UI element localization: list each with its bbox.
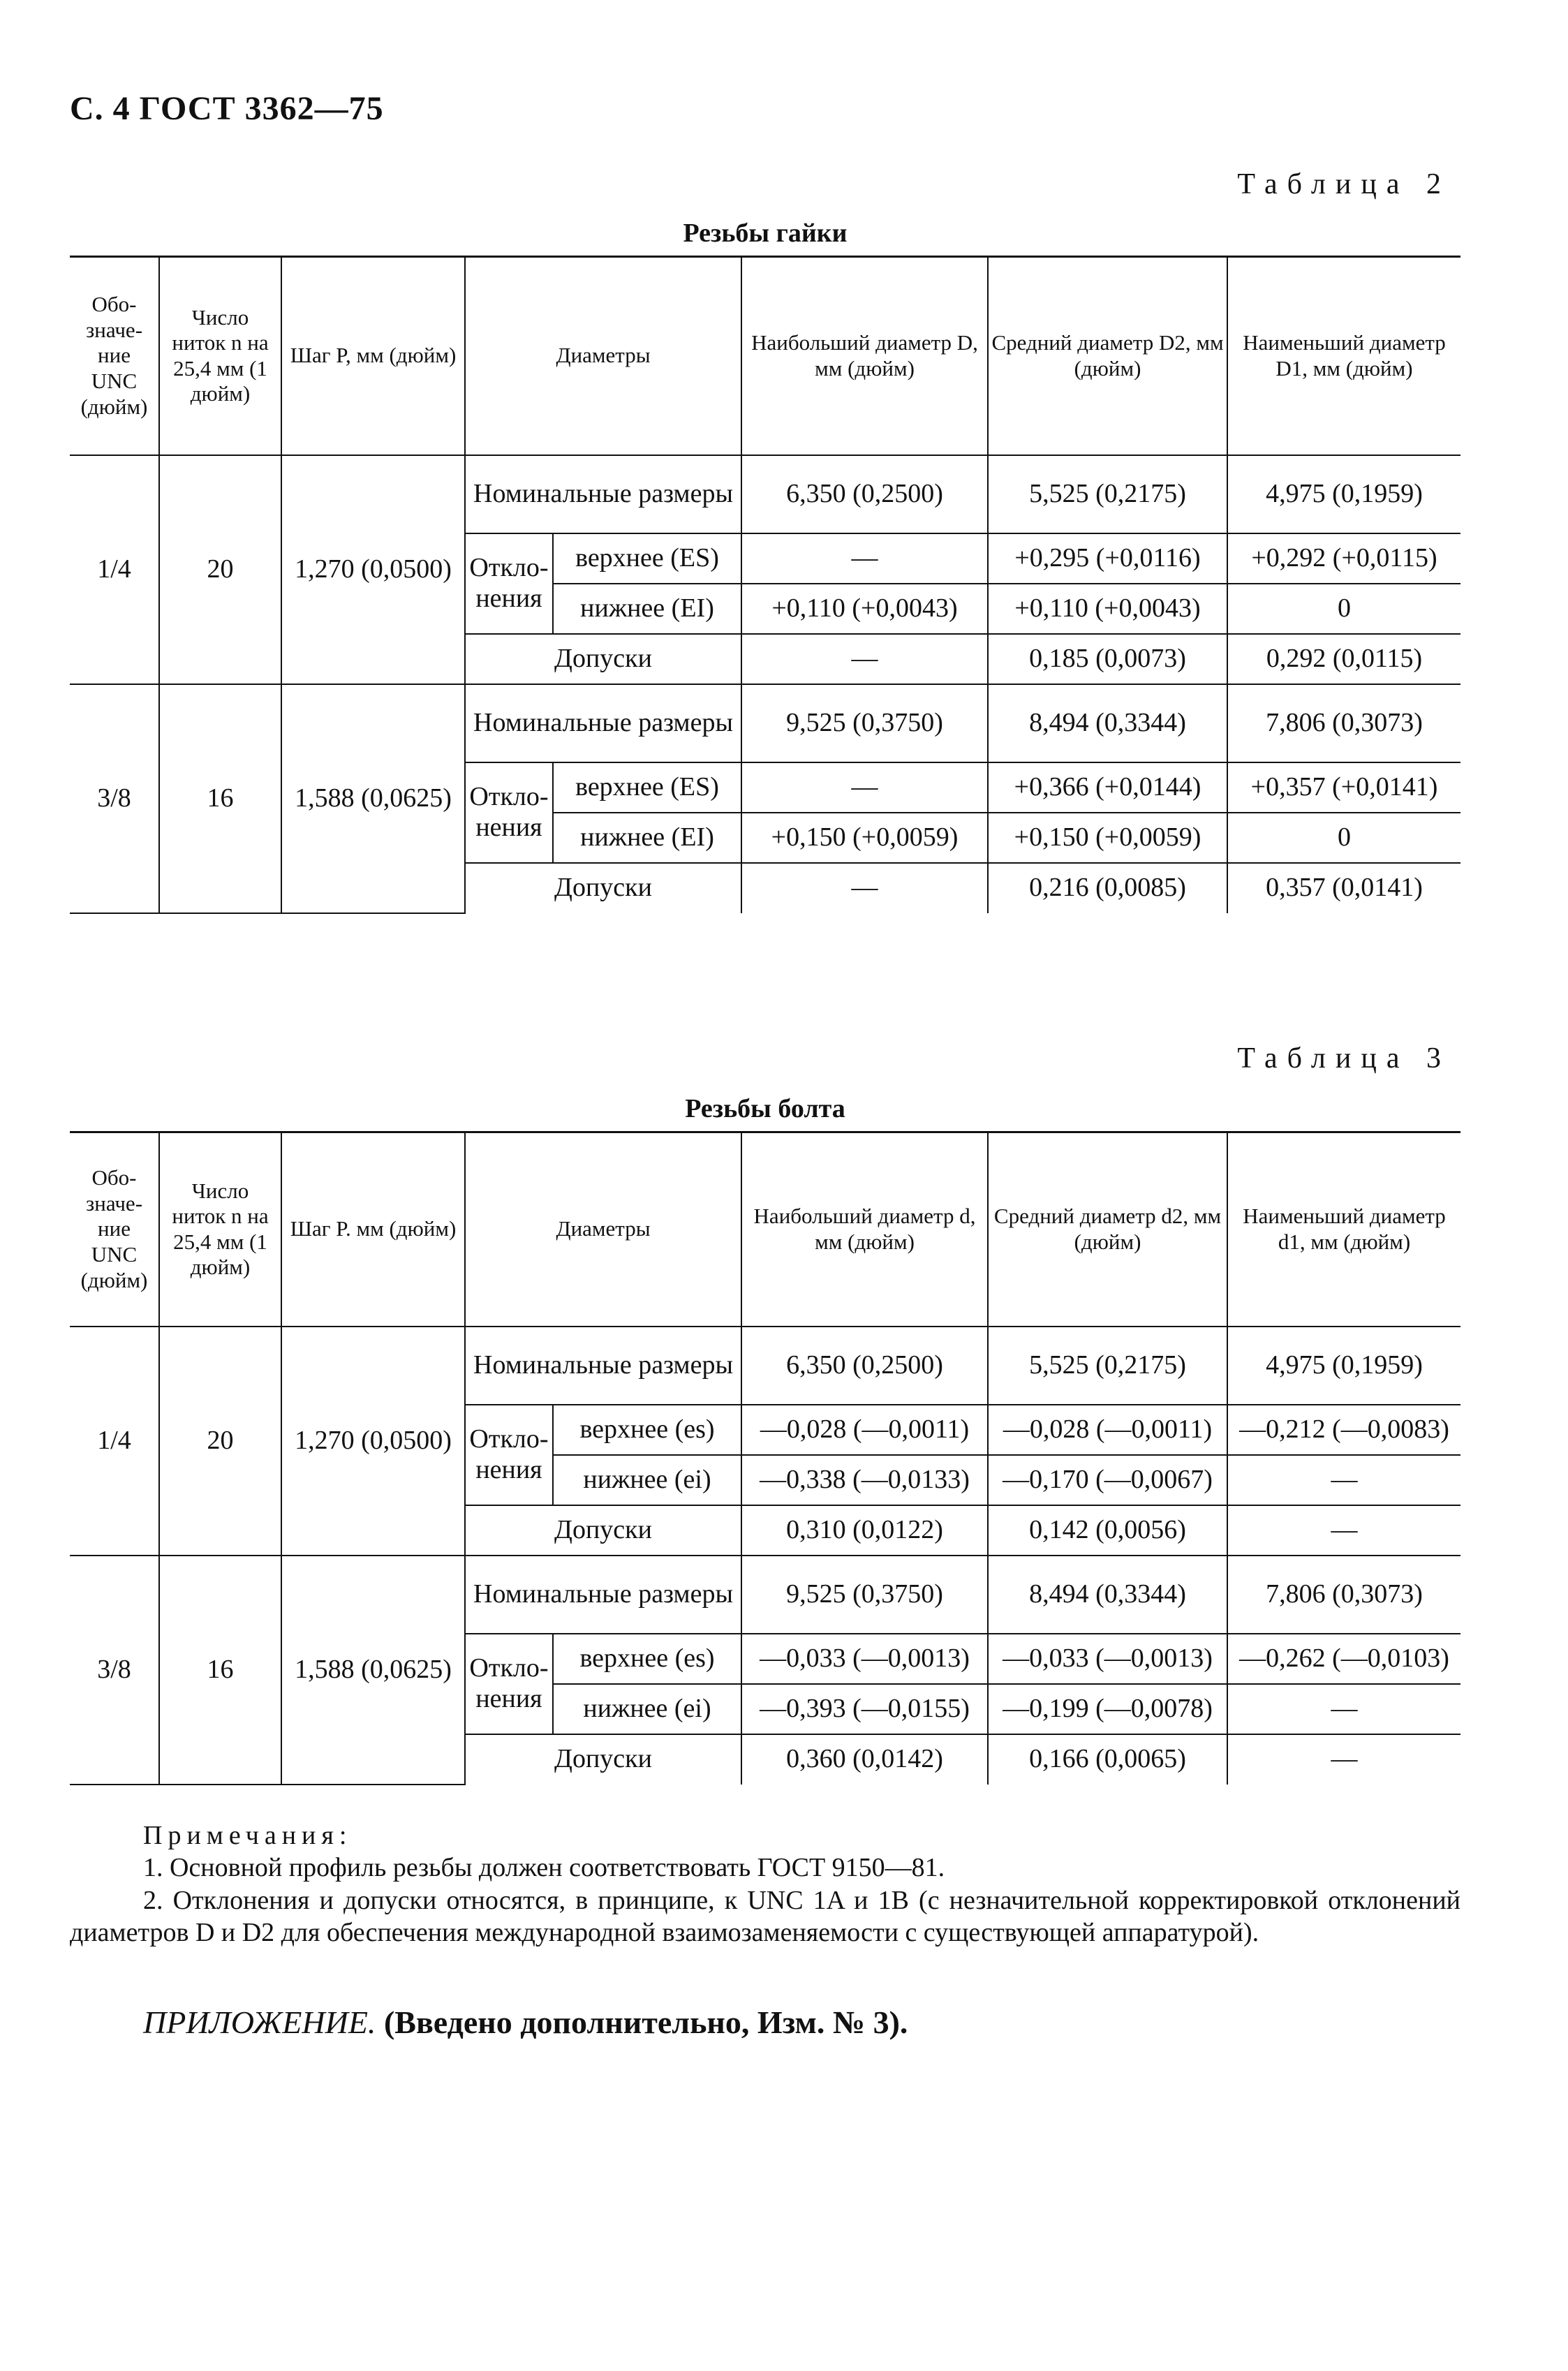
pitch-cell: 1,270 (0,0500): [281, 455, 465, 684]
designation-cell: 3/8: [70, 1556, 159, 1785]
lower-label: нижнее (ei): [553, 1684, 741, 1734]
value-cell: 9,525 (0,3750): [741, 684, 988, 762]
value-cell: 5,525 (0,2175): [988, 1327, 1227, 1405]
value-cell: 0,142 (0,0056): [988, 1505, 1227, 1556]
value-cell: +0,292 (+0,0115): [1227, 533, 1460, 584]
value-cell: 0,310 (0,0122): [741, 1505, 988, 1556]
table-row: [70, 1327, 1460, 1405]
lower-label: нижнее (EI): [553, 584, 741, 634]
table-3-number: Таблица 3: [1237, 1042, 1451, 1074]
value-cell: 5,525 (0,2175): [988, 455, 1227, 533]
value-cell: —: [1227, 1505, 1460, 1556]
tolerances-label: Допуски: [465, 634, 741, 684]
value-cell: —0,199 (—0,0078): [988, 1684, 1227, 1734]
threads-cell: 16: [159, 684, 281, 913]
notes-heading: Примечания:: [143, 1821, 353, 1850]
value-cell: —0,393 (—0,0155): [741, 1684, 988, 1734]
col-pitch: Шаг P, мм (дюйм): [281, 257, 465, 455]
threads-cell: 16: [159, 1556, 281, 1785]
col-diameters: Диаметры: [465, 257, 741, 455]
upper-label: верхнее (ES): [553, 533, 741, 584]
pitch-cell: 1,588 (0,0625): [281, 684, 465, 913]
value-cell: 7,806 (0,3073): [1227, 684, 1460, 762]
appendix-amendment: (Введено дополнительно, Изм. № 3).: [383, 2004, 908, 2040]
value-cell: 6,350 (0,2500): [741, 1327, 988, 1405]
value-cell: 4,975 (0,1959): [1227, 455, 1460, 533]
threads-cell: 20: [159, 455, 281, 684]
value-cell: —: [1227, 1734, 1460, 1785]
table-row: [70, 1556, 1460, 1634]
value-cell: —0,028 (—0,0011): [741, 1405, 988, 1455]
nominal-label: Номинальные размеры: [465, 455, 741, 533]
value-cell: 0,185 (0,0073): [988, 634, 1227, 684]
value-cell: 0,360 (0,0142): [741, 1734, 988, 1785]
table-3-title: Резьбы болта: [685, 1094, 845, 1123]
value-cell: 9,525 (0,3750): [741, 1556, 988, 1634]
notes: [70, 1819, 1460, 1949]
value-cell: 8,494 (0,3344): [988, 1556, 1227, 1634]
value-cell: +0,150 (+0,0059): [988, 813, 1227, 863]
nominal-label: Номинальные размеры: [465, 1556, 741, 1634]
value-cell: +0,150 (+0,0059): [741, 813, 988, 863]
tolerances-label: Допуски: [465, 863, 741, 913]
upper-label: верхнее (es): [553, 1405, 741, 1455]
value-cell: 0,357 (0,0141): [1227, 863, 1460, 913]
designation-cell: 1/4: [70, 1327, 159, 1556]
col-designation: Обо-значе-ние UNC (дюйм): [70, 257, 159, 455]
designation-cell: 1/4: [70, 455, 159, 684]
page-header: С. 4 ГОСТ 3362—75: [70, 90, 384, 127]
value-cell: —: [1227, 1684, 1460, 1734]
value-cell: —0,028 (—0,0011): [988, 1405, 1227, 1455]
value-cell: —: [1227, 1455, 1460, 1505]
table-row: [70, 455, 1460, 533]
nominal-label: Номинальные размеры: [465, 1327, 741, 1405]
value-cell: —0,033 (—0,0013): [988, 1634, 1227, 1684]
appendix-label: ПРИЛОЖЕНИЕ.: [143, 2004, 376, 2040]
value-cell: —0,170 (—0,0067): [988, 1455, 1227, 1505]
value-cell: +0,295 (+0,0116): [988, 533, 1227, 584]
value-cell: 0: [1227, 584, 1460, 634]
value-cell: —0,338 (—0,0133): [741, 1455, 988, 1505]
col-threads: Число ниток n на 25,4 мм (1 дюйм): [159, 257, 281, 455]
col-designation: Обо-значе-ние UNC (дюйм): [70, 1132, 159, 1327]
pitch-cell: 1,588 (0,0625): [281, 1556, 465, 1785]
table-nut-threads: [70, 256, 1460, 914]
col-diameters: Диаметры: [465, 1132, 741, 1327]
value-cell: 0: [1227, 813, 1460, 863]
value-cell: 7,806 (0,3073): [1227, 1556, 1460, 1634]
note-item: 2. Отклонения и допуски относятся, в принципе, к UNC 1A и 1B (с незначительной корректировкой отклонений диаметров D и D2 для обеспечения международной взаимозаменяемости с существующей аппаратурой).: [70, 1885, 1460, 1948]
value-cell: +0,110 (+0,0043): [741, 584, 988, 634]
upper-label: верхнее (ES): [553, 762, 741, 813]
upper-label: верхнее (es): [553, 1634, 741, 1684]
col-major: Наибольший диаметр d, мм (дюйм): [741, 1132, 988, 1327]
value-cell: —: [741, 863, 988, 913]
lower-label: нижнее (ei): [553, 1455, 741, 1505]
col-pitch: Шаг P. мм (дюйм): [281, 1132, 465, 1327]
lower-label: нижнее (EI): [553, 813, 741, 863]
value-cell: 4,975 (0,1959): [1227, 1327, 1460, 1405]
deviations-label: Откло-нения: [465, 762, 553, 863]
value-cell: +0,357 (+0,0141): [1227, 762, 1460, 813]
value-cell: 8,494 (0,3344): [988, 684, 1227, 762]
value-cell: —0,212 (—0,0083): [1227, 1405, 1460, 1455]
designation-cell: 3/8: [70, 684, 159, 913]
value-cell: —0,033 (—0,0013): [741, 1634, 988, 1684]
pitch-cell: 1,270 (0,0500): [281, 1327, 465, 1556]
col-pitch-diameter: Средний диаметр D2, мм (дюйм): [988, 257, 1227, 455]
value-cell: 6,350 (0,2500): [741, 455, 988, 533]
table-2-number: Таблица 2: [1237, 168, 1451, 200]
deviations-label: Откло-нения: [465, 1634, 553, 1734]
deviations-label: Откло-нения: [465, 1405, 553, 1505]
nominal-label: Номинальные размеры: [465, 684, 741, 762]
tolerances-label: Допуски: [465, 1505, 741, 1556]
value-cell: —: [741, 533, 988, 584]
table-row: [70, 684, 1460, 762]
table-2-title: Резьбы гайки: [683, 219, 848, 248]
note-item: 1. Основной профиль резьбы должен соответствовать ГОСТ 9150—81.: [143, 1853, 945, 1883]
deviations-label: Откло-нения: [465, 533, 553, 634]
appendix-note: [143, 2004, 908, 2041]
value-cell: +0,366 (+0,0144): [988, 762, 1227, 813]
col-major: Наибольший диаметр D, мм (дюйм): [741, 257, 988, 455]
value-cell: —: [741, 762, 988, 813]
value-cell: +0,110 (+0,0043): [988, 584, 1227, 634]
col-minor: Наименьший диаметр D1, мм (дюйм): [1227, 257, 1460, 455]
table-bolt-threads: [70, 1131, 1460, 1785]
tolerances-label: Допуски: [465, 1734, 741, 1785]
value-cell: —: [741, 634, 988, 684]
value-cell: —0,262 (—0,0103): [1227, 1634, 1460, 1684]
value-cell: 0,292 (0,0115): [1227, 634, 1460, 684]
value-cell: 0,166 (0,0065): [988, 1734, 1227, 1785]
col-pitch-diameter: Средний диаметр d2, мм (дюйм): [988, 1132, 1227, 1327]
col-threads: Число ниток n на 25,4 мм (1 дюйм): [159, 1132, 281, 1327]
threads-cell: 20: [159, 1327, 281, 1556]
value-cell: 0,216 (0,0085): [988, 863, 1227, 913]
col-minor: Наименьший диаметр d1, мм (дюйм): [1227, 1132, 1460, 1327]
